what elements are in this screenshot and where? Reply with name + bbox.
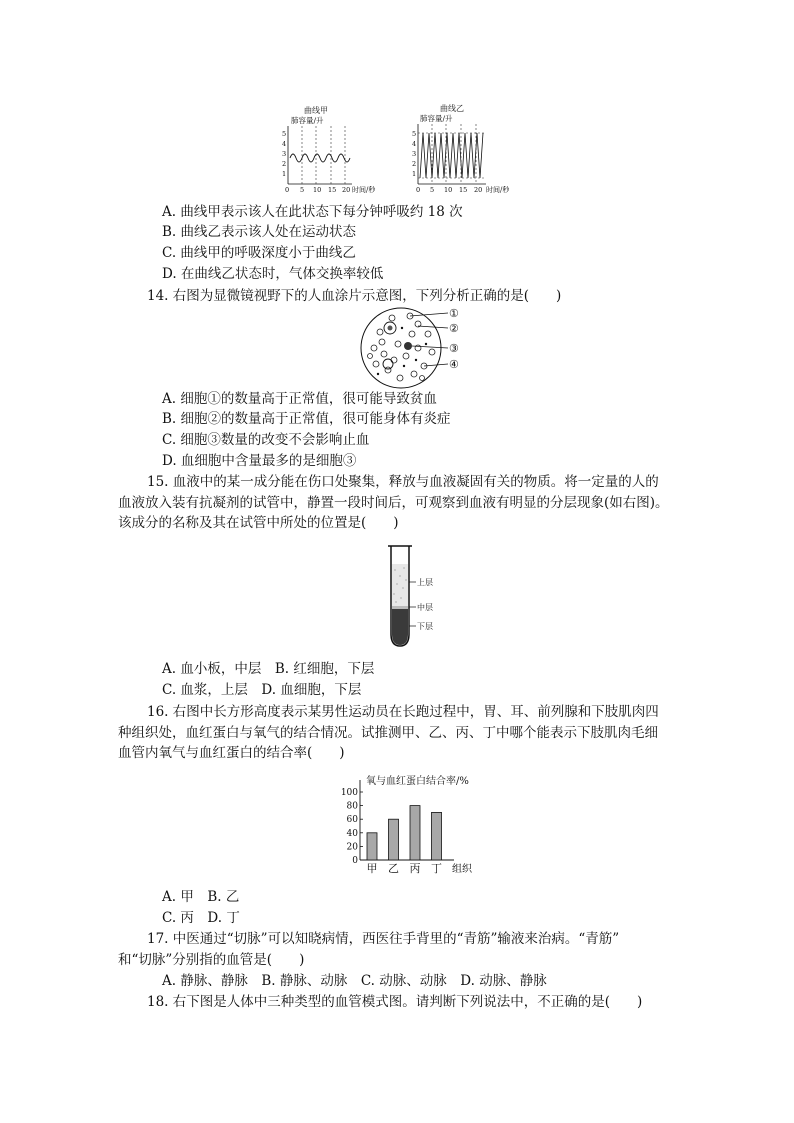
curve-a-xtick: 10 bbox=[313, 186, 322, 192]
curve-a-figure bbox=[276, 104, 356, 192]
curve-a-xtick: 0 bbox=[285, 186, 290, 192]
q15-stem-line1: 15. 血液中的某一成分能在伤口处聚集，释放与血液凝固有关的物质。将一定量的人的 bbox=[147, 474, 659, 490]
q14-option-a: A. 细胞①的数量高于正常值，很可能导致贫血 bbox=[162, 391, 437, 407]
curve-b-xtick: 0 bbox=[416, 186, 421, 192]
curve-a-ytick: 2 bbox=[282, 160, 287, 168]
curve-b-ytick: 3 bbox=[412, 150, 417, 158]
blood-smear-figure bbox=[358, 304, 468, 392]
curve-a-title: 曲线甲 bbox=[304, 106, 328, 115]
tube-label-upper: 上层 bbox=[417, 578, 433, 587]
x-tick-label: 丁 bbox=[431, 862, 442, 875]
tube-label-lower: 下层 bbox=[417, 622, 433, 631]
curve-b-title: 曲线乙 bbox=[440, 104, 464, 113]
q15-options-row2: C. 血浆，上层 D. 血细胞，下层 bbox=[162, 682, 362, 698]
q16-options-row2: C. 丙 D. 丁 bbox=[162, 910, 240, 926]
y-tick-label: 100 bbox=[340, 788, 358, 798]
curve-a-ytick: 1 bbox=[282, 170, 287, 178]
q16-stem-line1: 16. 右图中长方形高度表示某男性运动员在长跑过程中，胃、耳、前列腺和下肢肌肉四 bbox=[147, 704, 659, 720]
q13-option-d: D. 在曲线乙状态时，气体交换率较低 bbox=[162, 266, 384, 282]
curve-b-ytick: 5 bbox=[412, 130, 417, 138]
bar-甲 bbox=[367, 833, 377, 860]
x-tick-label: 乙 bbox=[388, 862, 399, 875]
x-axis-label: 组织 bbox=[452, 864, 472, 875]
curve-a-ylabel: 肺容量/升 bbox=[291, 116, 324, 125]
curve-b-xlabel-box bbox=[486, 182, 516, 194]
x-tick-label: 甲 bbox=[366, 862, 378, 875]
curve-b-ytick: 4 bbox=[412, 140, 417, 148]
test-tube-figure bbox=[382, 542, 452, 652]
curve-a-ytick: 4 bbox=[282, 140, 287, 148]
curve-a-xlabel-box bbox=[352, 182, 382, 194]
curve-a-ytick: 5 bbox=[282, 130, 287, 138]
curve-b-ytick: 1 bbox=[412, 170, 417, 178]
x-tick-label: 丙 bbox=[409, 862, 421, 875]
curve-a-xtick: 5 bbox=[300, 186, 305, 192]
q17-stem-line2: 和“切脉”分别指的血管是( ) bbox=[118, 952, 305, 968]
curve-b-figure bbox=[408, 102, 488, 192]
bar-丙 bbox=[410, 806, 420, 860]
smear-label-2: ② bbox=[449, 322, 459, 335]
q16-stem-line2: 种组织处，血红蛋白与氧气的结合情况。试推测甲、乙、丙、丁中哪个能表示下肢肌肉毛细 bbox=[118, 725, 658, 741]
curve-b-ytick: 2 bbox=[412, 160, 417, 168]
q16-options-row1: A. 甲 B. 乙 bbox=[162, 889, 240, 905]
chart-title: 氧与血红蛋白结合率/% bbox=[366, 776, 469, 787]
curve-b-xtick: 20 bbox=[474, 186, 483, 192]
tube-label-middle: 中层 bbox=[417, 603, 433, 612]
curve-b-xtick: 15 bbox=[459, 186, 468, 192]
q14-option-b: B. 细胞②的数量高于正常值，很可能身体有炎症 bbox=[162, 411, 451, 427]
q14-option-c: C. 细胞③数量的改变不会影响止血 bbox=[162, 432, 370, 448]
oxygen-binding-chart bbox=[338, 772, 488, 876]
curve-a-xtick: 20 bbox=[342, 186, 351, 192]
smear-label-1: ① bbox=[449, 307, 459, 320]
q15-stem-line2: 血液放入装有抗凝剂的试管中，静置一段时间后，可观察到血液有明显的分层现象(如右图)。 bbox=[118, 495, 669, 511]
y-tick-label: 40 bbox=[346, 828, 358, 839]
q15-stem-line3: 该成分的名称及其在试管中所处的位置是( ) bbox=[118, 515, 399, 531]
curve-a-xlabel: 时间/秒 bbox=[352, 186, 376, 194]
bar-乙 bbox=[389, 819, 399, 860]
y-tick-label: 60 bbox=[346, 815, 358, 826]
q13-option-a: A. 曲线甲表示该人在此状态下每分钟呼吸约 18 次 bbox=[162, 204, 463, 220]
y-tick-label: 0 bbox=[352, 856, 358, 866]
q14-stem: 14. 右图为显微镜视野下的人血涂片示意图，下列分析正确的是( ) bbox=[147, 288, 562, 304]
q17-stem-line1: 17. 中医通过“切脉”可以知晓病情，西医往手背里的“青筋”输液来治病。“青筋” bbox=[147, 931, 620, 947]
curve-b-xtick: 5 bbox=[430, 186, 435, 192]
q16-stem-line3: 血管内氧气与血红蛋白的结合率( ) bbox=[118, 745, 345, 761]
y-tick-label: 80 bbox=[346, 801, 358, 812]
curve-b-xtick: 10 bbox=[444, 186, 453, 192]
q15-options-row1: A. 血小板，中层 B. 红细胞，下层 bbox=[162, 661, 375, 677]
q14-option-d: D. 血细胞中含量最多的是细胞③ bbox=[162, 453, 357, 469]
curve-b-line bbox=[420, 133, 483, 178]
curve-a-ytick: 3 bbox=[282, 150, 287, 158]
curve-a-line bbox=[290, 154, 350, 162]
curve-b-ylabel: 肺容量/升 bbox=[420, 114, 453, 123]
smear-label-4: ④ bbox=[449, 358, 459, 371]
y-tick-label: 20 bbox=[346, 842, 358, 853]
curve-a-xtick: 15 bbox=[328, 186, 337, 192]
q18-stem: 18. 右下图是人体中三种类型的血管模式图。请判断下列说法中，不正确的是( ) bbox=[147, 994, 643, 1010]
bar-丁 bbox=[432, 812, 442, 860]
smear-label-3: ③ bbox=[449, 342, 459, 355]
curve-b-xlabel: 时间/秒 bbox=[486, 186, 510, 194]
q17-options: A. 静脉、静脉 B. 静脉、动脉 C. 动脉、动脉 D. 动脉、静脉 bbox=[162, 973, 547, 989]
q13-option-c: C. 曲线甲的呼吸深度小于曲线乙 bbox=[162, 245, 356, 261]
q13-option-b: B. 曲线乙表示该人处在运动状态 bbox=[162, 224, 357, 240]
